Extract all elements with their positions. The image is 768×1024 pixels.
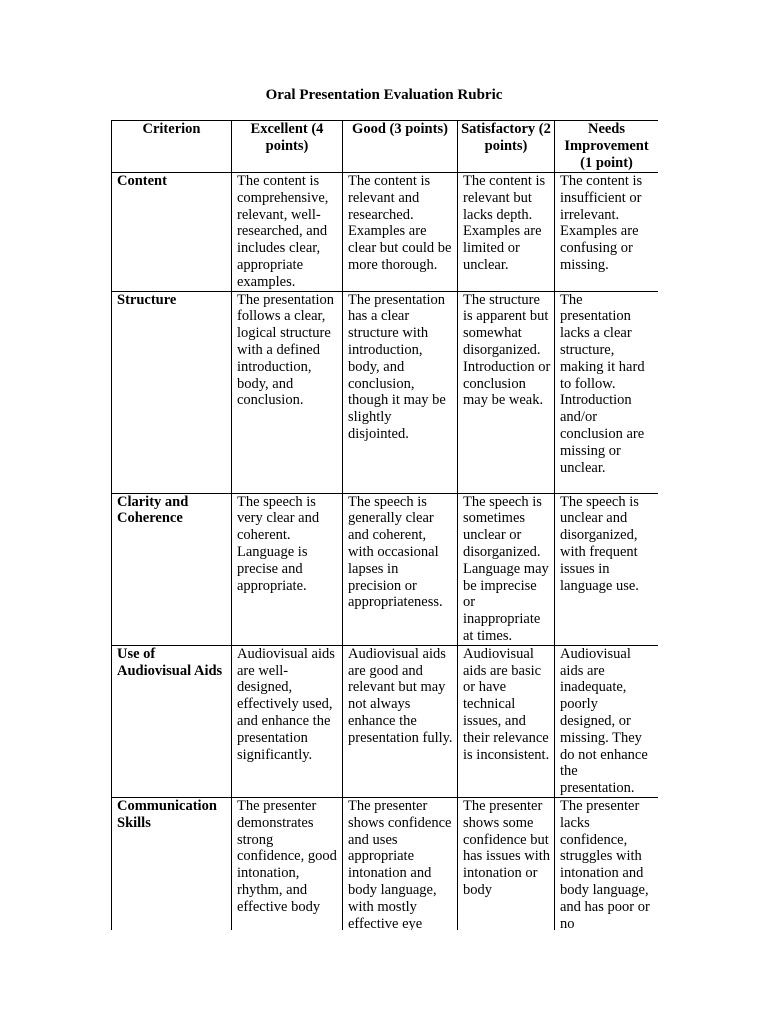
table-row	[112, 173, 659, 292]
needs-improvement-cell: The presenter lacks confidence, struggles with intonation and body language, and has poor or no	[555, 797, 659, 930]
satisfactory-cell: The presenter shows some confidence but has issues with intonation or body	[458, 797, 555, 930]
good-cell: The presenter shows confidence and uses appropriate intonation and body language, with mostly effective eye	[343, 797, 458, 930]
column-header-needs-improvement: Needs Improvement (1 point)	[555, 121, 659, 173]
good-cell: Audiovisual aids are good and relevant but may not always enhance the presentation fully.	[343, 645, 458, 797]
column-header-criterion: Criterion	[112, 121, 232, 173]
table-row	[112, 797, 659, 930]
table-row	[112, 493, 659, 645]
satisfactory-cell: The speech is sometimes unclear or disorganized. Language may be imprecise or inappropriate at times.	[458, 493, 555, 645]
excellent-cell: The presenter demonstrates strong confidence, good intonation, rhythm, and effective body	[232, 797, 343, 930]
column-header-good: Good (3 points)	[343, 121, 458, 173]
good-cell: The speech is generally clear and coherent, with occasional lapses in precision or appropriateness.	[343, 493, 458, 645]
criterion-cell: Structure	[112, 291, 232, 493]
criterion-cell: Content	[112, 173, 232, 292]
good-cell: The content is relevant and researched. Examples are clear but could be more thorough.	[343, 173, 458, 292]
page-title: Oral Presentation Evaluation Rubric	[265, 87, 503, 103]
needs-improvement-cell: The presentation lacks a clear structure, making it hard to follow. Introduction and/or conclusion are missing or unclear.	[555, 291, 659, 493]
rubric-table-container	[111, 120, 658, 930]
column-header-excellent: Excellent (4 points)	[232, 121, 343, 173]
satisfactory-cell: The content is relevant but lacks depth. Examples are limited or unclear.	[458, 173, 555, 292]
table-row	[112, 291, 659, 493]
criterion-cell: Use of Audiovisual Aids	[112, 645, 232, 797]
excellent-cell: The presentation follows a clear, logical structure with a defined introduction, body, and conclusion.	[232, 291, 343, 493]
table-header-row	[112, 121, 659, 173]
needs-improvement-cell: Audiovisual aids are inadequate, poorly designed, or missing. They do not enhance the presentation.	[555, 645, 659, 797]
excellent-cell: Audiovisual aids are well-designed, effectively used, and enhance the presentation significantly.	[232, 645, 343, 797]
satisfactory-cell: The structure is apparent but somewhat disorganized. Introduction or conclusion may be weak.	[458, 291, 555, 493]
excellent-cell: The content is comprehensive, relevant, well-researched, and includes clear, appropriate examples.	[232, 173, 343, 292]
criterion-cell: Clarity and Coherence	[112, 493, 232, 645]
good-cell: The presentation has a clear structure with introduction, body, and conclusion, though it may be slightly disjointed.	[343, 291, 458, 493]
satisfactory-cell: Audiovisual aids are basic or have technical issues, and their relevance is inconsistent.	[458, 645, 555, 797]
column-header-satisfactory: Satisfactory (2 points)	[458, 121, 555, 173]
rubric-table	[111, 120, 658, 930]
needs-improvement-cell: The content is insufficient or irrelevant. Examples are confusing or missing.	[555, 173, 659, 292]
needs-improvement-cell: The speech is unclear and disorganized, with frequent issues in language use.	[555, 493, 659, 645]
excellent-cell: The speech is very clear and coherent. Language is precise and appropriate.	[232, 493, 343, 645]
table-row	[112, 645, 659, 797]
criterion-cell: Communication Skills	[112, 797, 232, 930]
